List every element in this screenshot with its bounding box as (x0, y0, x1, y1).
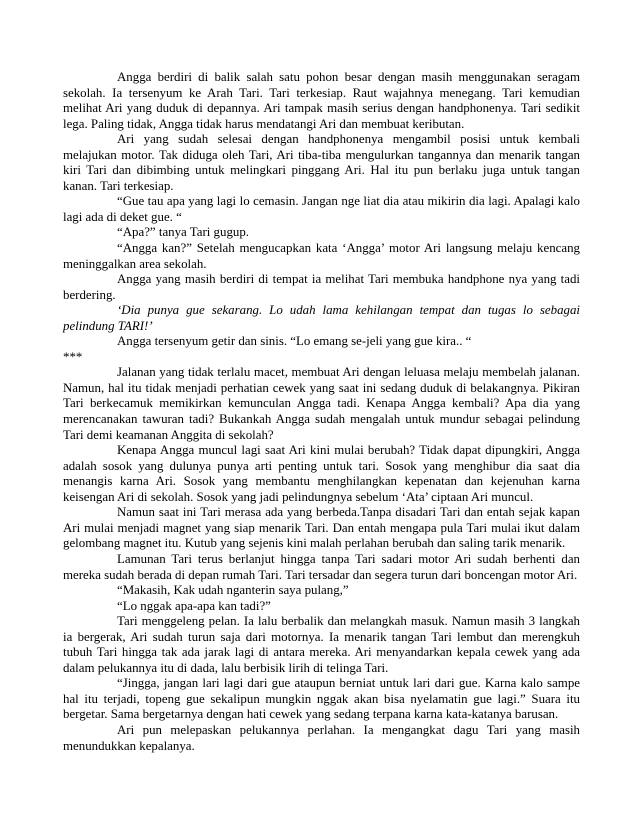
paragraph-3: “Gue tau apa yang lagi lo cemasin. Jangan nge liat dia atau mikirin dia lagi. Apalagi kalo lagi ada di deket gue. “ (63, 194, 580, 224)
paragraph-17: Ari pun melepaskan pelukannya perlahan. Ia mengangkat dagu Tari yang masih menundukkan kepalanya. (63, 722, 580, 753)
paragraph-1: Angga berdiri di balik salah satu pohon besar dengan masih menggunakan seragam sekolah. Ia tersenyum ke Arah Tari. Tari terkesiap. Raut wajahnya menegang. Tari kemudian melihat Ari yang duduk di depannya. Ari tampak masih serius dengan handphonenya. Tari sedikit lega. Paling tidak, Angga tidak harus mendatangi Ari dan membuat keributan. (63, 70, 580, 131)
paragraph-12: Lamunan Tari terus berlanjut hingga tanpa Tari sadari motor Ari sudah berhenti dan mereka sudah berada di depan rumah Tari. Tari tersadar dan segera turun dari boncengan motor Ari. (63, 551, 580, 582)
paragraph-7-italic-message: ‘Dia punya gue sekarang. Lo udah lama kehilangan tempat dan tugas lo sebagai pelindung TARI!’ (63, 303, 580, 333)
paragraph-2: Ari yang sudah selesai dengan handphonenya mengambil posisi untuk kembali melajukan motor. Tak diduga oleh Tari, Ari tiba-tiba mengulurkan tangannya dan menarik tangan kiri Tari dan dibimbing untuk melingkari pinggang Ari. Hal itu pun berlaku juga untuk tangan kanan. Tari terkesiap. (63, 132, 580, 193)
paragraph-4: “Apa?” tanya Tari gugup. (117, 225, 250, 240)
paragraph-10: Kenapa Angga muncul lagi saat Ari kini mulai berubah? Tidak dapat dipungkiri, Angga adalah sosok yang dulunya punya arti penting untuk tari. Sosok yang menghibur dia saat dia menangis karna Ari. Sosok yang membantu menghilangkan kepenatan dan kejenuhan karna keisengan Ari di sekolah. Sosok yang jadi pelindungnya sebelum ‘Ata’ ciptaan Ari muncul. (63, 443, 580, 504)
paragraph-16: “Jingga, jangan lari lagi dari gue ataupun berniat untuk lari dari gue. Karna kalo sampe hal itu terjadi, topeng gue sekalipun mungkin nggak akan bisa nyelamatin gue lagi.” Suara itu bergetar. Sama bergetarnya dengan hati cewek yang sedang terpana karna kata-katanya barusan. (63, 676, 580, 722)
paragraph-6: Angga yang masih berdiri di tempat ia melihat Tari membuka handphone nya yang tadi berdering. (63, 272, 580, 302)
scene-break: *** (63, 349, 83, 364)
paragraph-13: “Makasih, Kak udah nganterin saya pulang,” (117, 583, 349, 598)
paragraph-8: Angga tersenyum getir dan sinis. “Lo emang se-jeli yang gue kira.. “ (117, 334, 472, 349)
paragraph-5: “Angga kan?” Setelah mengucapkan kata ‘Angga’ motor Ari langsung melaju kencang meninggalkan area sekolah. (63, 241, 580, 271)
paragraph-11: Namun saat ini Tari merasa ada yang berbeda.Tanpa disadari Tari dan entah sejak kapan Ari mulai menjadi magnet yang siap menarik Tari. Dan entah mengapa pula Tari mulai ikut dalam gelombang magnet itu. Kutub yang sejenis kini malah perlahan berubah dan saling tarik menarik. (63, 505, 580, 551)
paragraph-9: Jalanan yang tidak terlalu macet, membuat Ari dengan leluasa melaju membelah jalanan. Namun, hal itu tidak menjadi perhatian cewek yang saat ini sedang duduk di belakangnya. Pikiran Tari berkecamuk memikirkan kemunculan Angga tadi. Kenapa Angga kembali? Apa dia yang merencanakan tawuran tadi? Bukankah Angga sudah mengalah untuk mundur sebagai pelindung Tari demi keamanan Anggita di sekolah? (63, 365, 580, 442)
paragraph-15: Tari menggeleng pelan. Ia lalu berbalik dan melangkah masuk. Namun masih 3 langkah ia bergerak, Ari sudah turun saja dari motornya. Ia menarik tangan Tari lembut dan merengkuh tubuh Tari hingga tak ada jarak lagi di antara mereka. Ari menyandarkan kepala cewek yang ada dalam pelukannya itu di dada, lalu berbisik lirih di telinga Tari. (63, 614, 580, 675)
paragraph-14: “Lo nggak apa-apa kan tadi?” (117, 598, 271, 613)
